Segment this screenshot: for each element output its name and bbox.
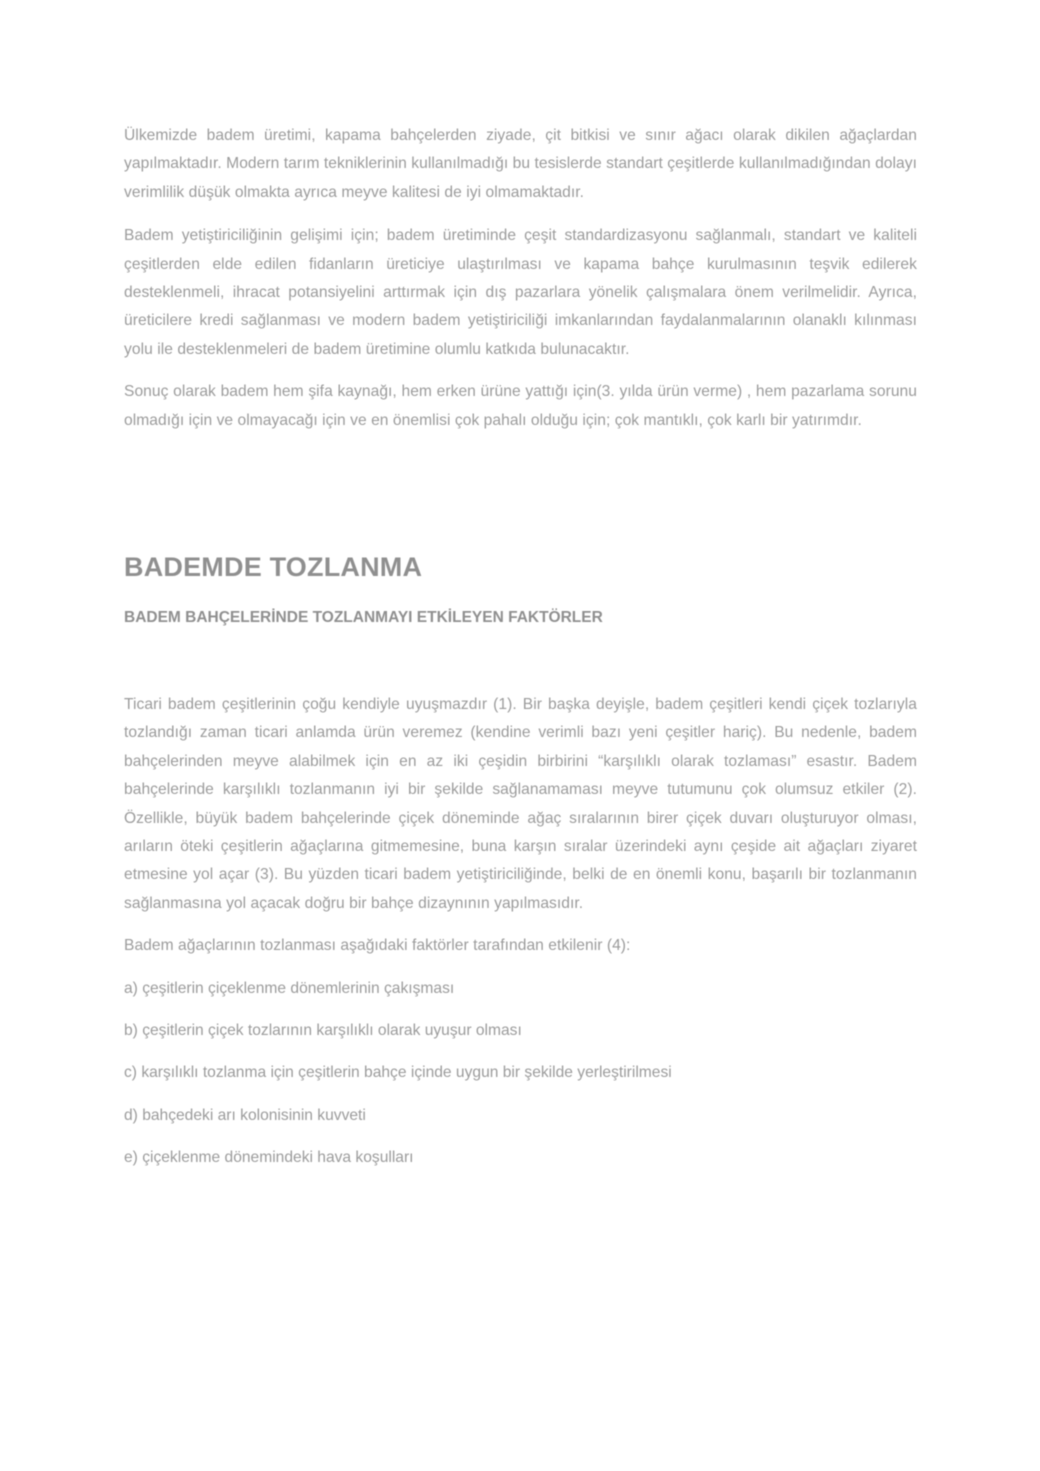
paragraph-badem-uretimi: Ülkemizde badem üretimi, kapama bahçelerden ziyade, çit bitkisi ve sınır ağacı olarak dikilen ağaçlardan yapılmaktadır. Modern tarım tekniklerinin kullanılmadığı bu tesislerde standart çeşitlerde kullanılmadığından dolayı verimlilik düşük olmakta ayrıca meyve kalitesi de iyi olmamaktadır.	[124, 127, 917, 201]
paragraph-faktorler-intro: Badem ağaçlarının tozlanması aşağıdaki faktörler tarafından etkilenir (4):	[124, 937, 631, 955]
list-item: a) çeşitlerin çiçeklenme dönemlerinin çakışması	[124, 979, 455, 997]
paragraph-ticari-cesitler: Ticari badem çeşitlerinin çoğu kendiyle uyuşmazdır (1). Bir başka deyişle, badem çeşitleri kendi çiçek tozlarıyla tozlandığı zaman ticari anlamda ürün veremez (kendine verimli bazı yeni çeşitler hariç). Bu nedenle, badem bahçelerinden meyve alabilmek için en az iki çeşidin birbirini “karşılıklı olarak tozlaması” esastır. Badem bahçelerinde karşılıklı tozlanmanın iyi bir şekilde sağlanamaması meyve tutumunu çok olumsuz etkiler (2). Özellikle, büyük badem bahçelerinde çiçek döneminde ağaç sıralarının birer çiçek duvarı oluşturuyor olması, arıların öteki çeşitlerin ağaçlarına gitmemesine, buna karşın sıralar üzerindeki aynı çeşide ait ağaçları ziyaret etmesine yol açar (3). Bu yüzden ticari badem yetiştiriciliğinde, belki de en önemli konu, başarılı bir tozlanmanın sağlanmasına yol açacak doğru bir bahçe dizaynının yapılmasıdır.	[124, 696, 917, 912]
paragraph-yetistiricilik-gelisimi: Badem yetiştiriciliğinin gelişimi için; badem üretiminde çeşit standardizasyonu sağlanmalı, standart ve kaliteli çeşitlerden elde edilen fidanların üreticiye ulaştırılması ve kapama bahçe kurulmasının teşvik edilerek desteklenmeli, ihracat potansiyelini arttırmak için dış pazarlara yönelik çalışmalara önem verilmelidir. Ayrıca, üreticilere kredi sağlanması ve modern badem yetiştiriciliği imkanlarından faydalanmalarının olanaklı kılınması yolu ile desteklenmeleri de badem üretimine olumlu katkıda bulunacaktır.	[124, 227, 917, 358]
paragraph-sonuc: Sonuç olarak badem hem şifa kaynağı, hem erken ürüne yattığı için(3. yılda ürün verme) , hem pazarlama sorunu olmadığı için ve olmayacağı için ve en önemlisi çok pahalı olduğu için; çok mantıklı, çok karlı bir yatırımdır.	[124, 383, 917, 429]
list-item: b) çeşitlerin çiçek tozlarının karşılıklı olarak uyuşur olması	[124, 1022, 522, 1040]
list-item: d) bahçedeki arı kolonisinin kuvveti	[124, 1106, 366, 1124]
document-page	[124, 122, 917, 1167]
section-subheading: BADEM BAHÇELERİNDE TOZLANMAYI ETKİLEYEN FAKTÖRLER	[124, 609, 603, 626]
list-item: e) çiçeklenme dönemindeki hava koşulları	[124, 1149, 414, 1167]
list-item: c) karşılıklı tozlanma için çeşitlerin bahçe içinde uygun bir şekilde yerleştirilmesi	[124, 1064, 672, 1082]
section-heading: BADEMDE TOZLANMA	[124, 552, 423, 582]
tozlanma-section-body	[124, 691, 917, 1187]
